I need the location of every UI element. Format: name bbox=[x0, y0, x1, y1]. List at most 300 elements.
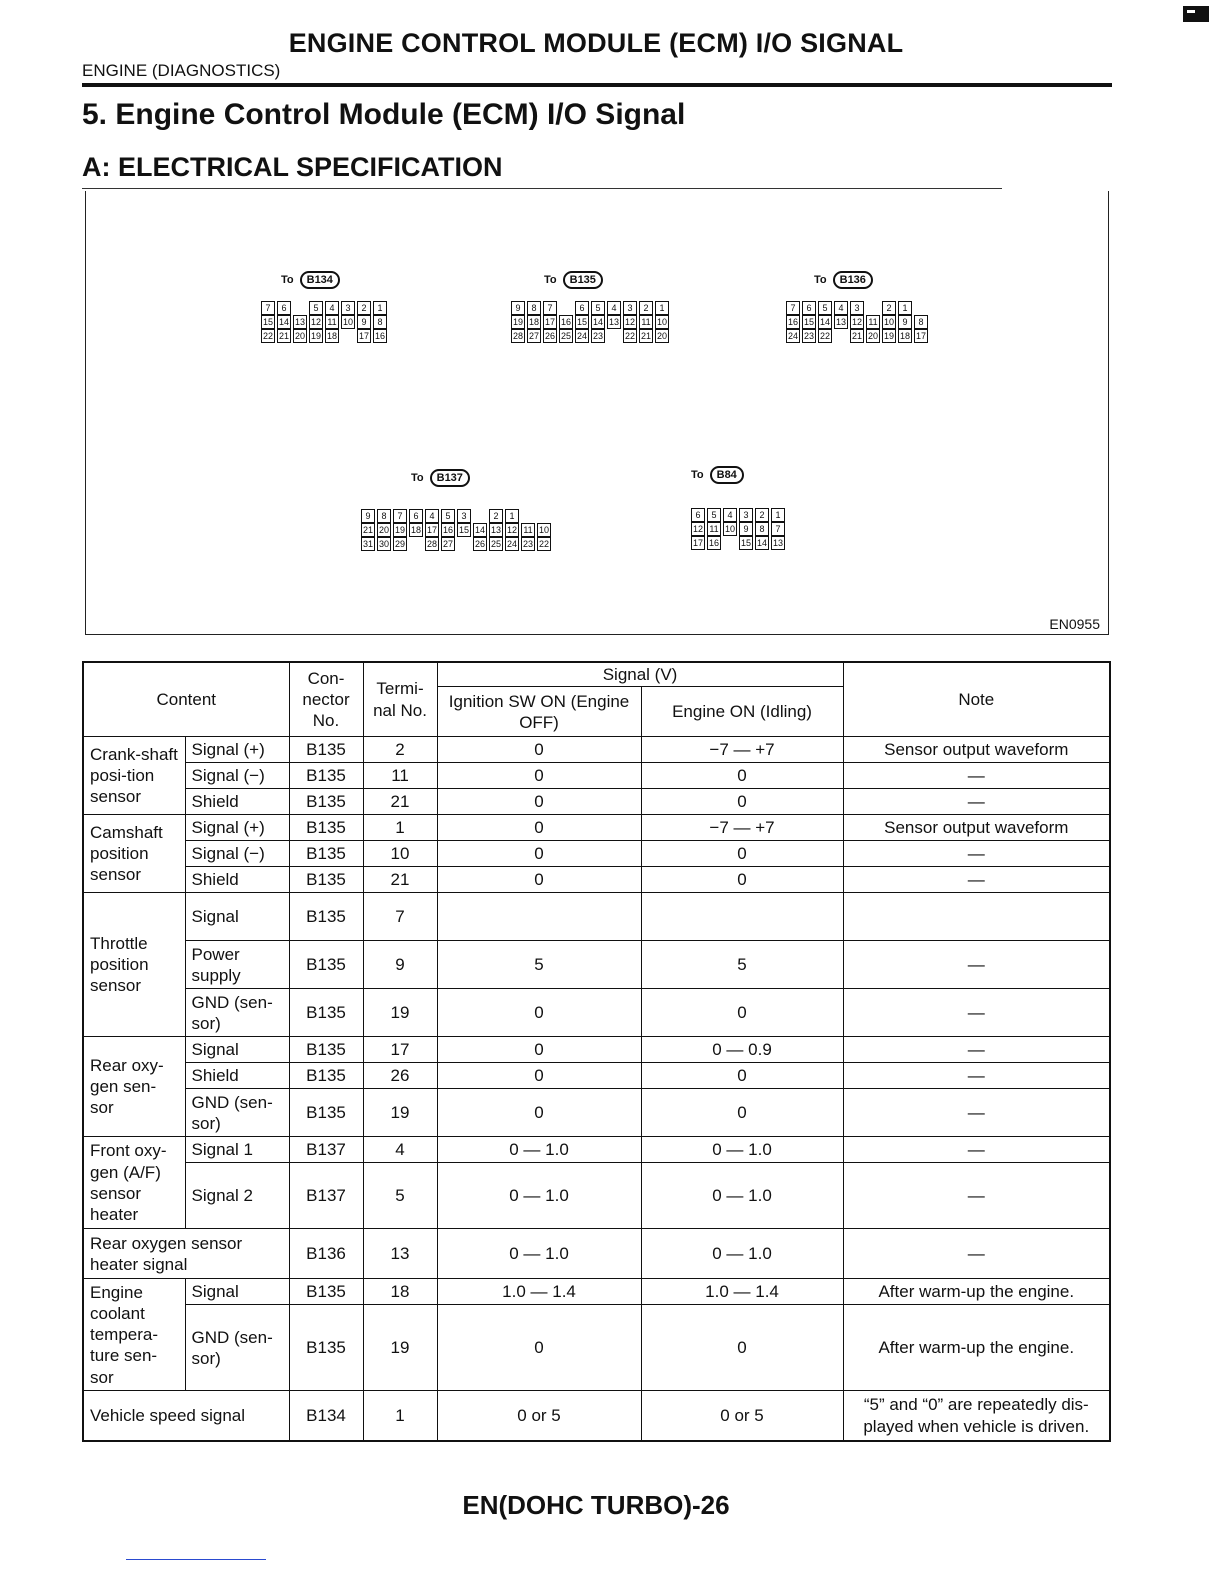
terminal-pin bbox=[293, 301, 307, 315]
terminal-pin: 14 bbox=[756, 538, 767, 548]
terminal-pin: 17 bbox=[358, 331, 369, 341]
terminal-pin bbox=[559, 301, 573, 315]
terminal-pin: 16 bbox=[442, 525, 453, 535]
cell-ign: 0 bbox=[437, 1305, 641, 1391]
terminal-pin bbox=[409, 537, 423, 551]
cell-ign: 0 bbox=[437, 989, 641, 1037]
terminal-pin: 5 bbox=[707, 508, 721, 522]
terminal-pin: 19 bbox=[512, 317, 523, 327]
cell-conn: B135 bbox=[289, 1037, 363, 1063]
cell-note: Sensor output waveform bbox=[843, 737, 1110, 763]
terminal-pin bbox=[473, 509, 487, 523]
terminal-pin: 6 bbox=[575, 301, 589, 315]
cell-conn: B135 bbox=[289, 989, 363, 1037]
cell-term: 13 bbox=[363, 1229, 437, 1279]
cell-conn: B137 bbox=[289, 1163, 363, 1229]
cell-note: — bbox=[843, 1163, 1110, 1229]
cell-note: — bbox=[843, 1037, 1110, 1063]
terminal-pin: 9 bbox=[898, 315, 912, 329]
cell-term: 19 bbox=[363, 1089, 437, 1137]
terminal-pin: 29 bbox=[394, 539, 405, 549]
terminal-pin: 12 bbox=[310, 317, 321, 327]
table-row bbox=[83, 763, 1110, 789]
cell-term: 19 bbox=[363, 1305, 437, 1391]
cell-term: 10 bbox=[363, 841, 437, 867]
cell-content: Throttle position sensor bbox=[83, 893, 185, 1037]
table-row bbox=[83, 1137, 1110, 1163]
cell-content: Rear oxygen sensor heater signal bbox=[83, 1229, 289, 1279]
terminal-pin: 14 bbox=[592, 317, 603, 327]
header-terminal: Termi-nal No. bbox=[363, 662, 437, 737]
cell-term: 1 bbox=[363, 1391, 437, 1441]
terminal-pin: 14 bbox=[474, 525, 485, 535]
cell-sub: GND (sen-sor) bbox=[185, 1305, 289, 1391]
terminal-pin: 1 bbox=[505, 509, 519, 523]
terminal-pin: 6 bbox=[277, 301, 291, 315]
terminal-pin: 21 bbox=[640, 331, 651, 341]
pin-row bbox=[691, 522, 785, 536]
terminal-pin: 8 bbox=[373, 315, 387, 329]
terminal-pin: 7 bbox=[786, 301, 800, 315]
connector-id: B134 bbox=[300, 271, 340, 289]
cell-eng: 0 bbox=[641, 989, 843, 1037]
terminal-pin: 13 bbox=[772, 538, 783, 548]
terminal-pin: 13 bbox=[294, 317, 305, 327]
cell-ign: 0 — 1.0 bbox=[437, 1229, 641, 1279]
terminal-pin: 20 bbox=[378, 525, 389, 535]
to-label: To bbox=[814, 274, 827, 286]
terminal-pin: 16 bbox=[374, 331, 385, 341]
to-label: To bbox=[411, 472, 424, 484]
terminal-pin: 22 bbox=[624, 331, 635, 341]
pin-row bbox=[786, 301, 928, 315]
table-row bbox=[83, 941, 1110, 989]
section-title: 5. Engine Control Module (ECM) I/O Signal bbox=[82, 98, 686, 131]
cell-eng: 0 bbox=[641, 763, 843, 789]
cell-ign bbox=[437, 893, 641, 941]
page-number: EN(DOHC TURBO)-26 bbox=[462, 1490, 730, 1520]
header-engine-on: Engine ON (Idling) bbox=[641, 687, 843, 737]
table-row bbox=[83, 1163, 1110, 1229]
terminal-pin: 10 bbox=[538, 525, 549, 535]
terminal-pin: 15 bbox=[458, 525, 469, 535]
connector-id: B136 bbox=[833, 271, 873, 289]
terminal-pin bbox=[834, 329, 848, 343]
cell-ign: 0 bbox=[437, 737, 641, 763]
cell-term: 1 bbox=[363, 815, 437, 841]
header-ign-on: Ignition SW ON (Engine OFF) bbox=[437, 687, 641, 737]
terminal-pin: 11 bbox=[866, 315, 880, 329]
terminal-pin: 11 bbox=[325, 315, 339, 329]
terminal-pin: 4 bbox=[325, 301, 339, 315]
pin-row bbox=[361, 537, 551, 551]
cell-term: 4 bbox=[363, 1137, 437, 1163]
cell-conn: B135 bbox=[289, 1279, 363, 1305]
terminal-pin: 24 bbox=[576, 331, 587, 341]
cell-sub: Signal bbox=[185, 1279, 289, 1305]
terminal-pin: 2 bbox=[357, 301, 371, 315]
cell-conn: B137 bbox=[289, 1137, 363, 1163]
cell-content: Front oxy-gen (A/F) sensor heater bbox=[83, 1137, 185, 1229]
cell-eng: −7 — +7 bbox=[641, 737, 843, 763]
cell-note: — bbox=[843, 867, 1110, 893]
terminal-pin: 18 bbox=[899, 331, 910, 341]
terminal-pin: 15 bbox=[576, 317, 587, 327]
terminal-pin: 12 bbox=[624, 317, 635, 327]
table-row bbox=[83, 1279, 1110, 1305]
terminal-pin: 22 bbox=[538, 539, 549, 549]
terminal-pin: 20 bbox=[656, 331, 667, 341]
terminal-pin: 13 bbox=[490, 525, 501, 535]
terminal-pin: 10 bbox=[883, 317, 894, 327]
terminal-pin: 26 bbox=[544, 331, 555, 341]
terminal-pin: 7 bbox=[771, 522, 785, 536]
cell-note: — bbox=[843, 989, 1110, 1037]
cell-content: Rear oxy-gen sen-sor bbox=[83, 1037, 185, 1137]
cell-ign: 0 bbox=[437, 815, 641, 841]
cell-sub: Signal 1 bbox=[185, 1137, 289, 1163]
connector-id: B137 bbox=[430, 469, 470, 487]
cell-eng: 0 bbox=[641, 1089, 843, 1137]
cell-ign: 5 bbox=[437, 941, 641, 989]
cell-sub: Shield bbox=[185, 867, 289, 893]
terminal-pin: 17 bbox=[692, 538, 703, 548]
pin-row bbox=[786, 329, 928, 343]
terminal-pin: 21 bbox=[278, 331, 289, 341]
terminal-pin: 28 bbox=[512, 331, 523, 341]
terminal-pin: 11 bbox=[639, 315, 653, 329]
cell-conn: B135 bbox=[289, 1063, 363, 1089]
terminal-pin: 2 bbox=[882, 301, 896, 315]
terminal-pin: 2 bbox=[489, 509, 503, 523]
cell-eng: 1.0 — 1.4 bbox=[641, 1279, 843, 1305]
cell-ign: 0 — 1.0 bbox=[437, 1137, 641, 1163]
terminal-pin: 2 bbox=[755, 508, 769, 522]
cell-eng: 0 — 1.0 bbox=[641, 1137, 843, 1163]
cell-ign: 0 bbox=[437, 1063, 641, 1089]
cell-eng: 0 bbox=[641, 1063, 843, 1089]
cell-eng bbox=[641, 893, 843, 941]
cell-term: 19 bbox=[363, 989, 437, 1037]
terminal-pin: 7 bbox=[261, 301, 275, 315]
cell-content: Vehicle speed signal bbox=[83, 1391, 289, 1441]
terminal-pin: 5 bbox=[591, 301, 605, 315]
connector-id: B84 bbox=[710, 466, 744, 484]
terminal-pin: 3 bbox=[341, 301, 355, 315]
terminal-pin: 21 bbox=[851, 331, 862, 341]
pin-row bbox=[511, 301, 669, 315]
terminal-pin: 3 bbox=[739, 508, 753, 522]
header-connector: Con-nector No. bbox=[289, 662, 363, 737]
cell-note: — bbox=[843, 841, 1110, 867]
cell-conn: B135 bbox=[289, 893, 363, 941]
table-row bbox=[83, 867, 1110, 893]
terminal-pin: 15 bbox=[740, 538, 751, 548]
cell-ign: 0 — 1.0 bbox=[437, 1163, 641, 1229]
corner-tab-icon bbox=[1183, 6, 1209, 22]
to-label: To bbox=[281, 274, 294, 286]
cell-sub: Signal (+) bbox=[185, 815, 289, 841]
header-divider bbox=[82, 83, 1112, 87]
terminal-pin: 4 bbox=[607, 301, 621, 315]
terminal-pin: 13 bbox=[835, 317, 846, 327]
terminal-pin: 3 bbox=[457, 509, 471, 523]
terminal-pin: 9 bbox=[511, 301, 525, 315]
terminal-pin: 3 bbox=[623, 301, 637, 315]
terminal-pin: 16 bbox=[787, 317, 798, 327]
terminal-pin: 22 bbox=[262, 331, 273, 341]
terminal-pin bbox=[607, 329, 621, 343]
to-label: To bbox=[691, 469, 704, 481]
cell-note: Sensor output waveform bbox=[843, 815, 1110, 841]
terminal-pin: 17 bbox=[915, 331, 926, 341]
header-content: Content bbox=[83, 662, 289, 737]
terminal-pin: 9 bbox=[739, 522, 753, 536]
cell-content: Engine coolant tempera-ture sen-sor bbox=[83, 1279, 185, 1391]
cell-conn: B135 bbox=[289, 815, 363, 841]
terminal-pin: 20 bbox=[867, 331, 878, 341]
terminal-pin: 8 bbox=[527, 301, 541, 315]
pin-row bbox=[361, 523, 551, 537]
terminal-pin: 16 bbox=[708, 538, 719, 548]
terminal-pin: 5 bbox=[309, 301, 323, 315]
cell-ign: 0 bbox=[437, 789, 641, 815]
terminal-pin: 11 bbox=[521, 523, 535, 537]
terminal-pin: 19 bbox=[394, 525, 405, 535]
terminal-pin: 7 bbox=[393, 509, 407, 523]
cell-conn: B135 bbox=[289, 841, 363, 867]
cell-sub: Signal bbox=[185, 893, 289, 941]
cell-ign: 0 or 5 bbox=[437, 1391, 641, 1441]
cell-note bbox=[843, 893, 1110, 941]
terminal-pin: 25 bbox=[490, 539, 501, 549]
cell-term: 5 bbox=[363, 1163, 437, 1229]
cell-eng: 0 bbox=[641, 867, 843, 893]
cell-sub: Signal 2 bbox=[185, 1163, 289, 1229]
cell-term: 21 bbox=[363, 789, 437, 815]
table-row bbox=[83, 841, 1110, 867]
pin-row bbox=[261, 315, 387, 329]
cell-content: Crank-shaft posi-tion sensor bbox=[83, 737, 185, 815]
table-row bbox=[83, 989, 1110, 1037]
cell-note: — bbox=[843, 941, 1110, 989]
terminal-pin: 7 bbox=[543, 301, 557, 315]
terminal-pin: 23 bbox=[803, 331, 814, 341]
terminal-pin: 18 bbox=[326, 331, 337, 341]
header-note: Note bbox=[843, 662, 1110, 737]
terminal-pin: 10 bbox=[724, 524, 735, 534]
cell-note: “5” and “0” are repeatedly dis-played when vehicle is driven. bbox=[843, 1391, 1110, 1441]
cell-sub: Shield bbox=[185, 789, 289, 815]
terminal-pin: 12 bbox=[506, 525, 517, 535]
cell-term: 7 bbox=[363, 893, 437, 941]
cell-note: After warm-up the engine. bbox=[843, 1305, 1110, 1391]
cell-eng: 0 — 1.0 bbox=[641, 1163, 843, 1229]
terminal-pin: 24 bbox=[506, 539, 517, 549]
io-signal-table bbox=[82, 661, 1111, 1442]
terminal-pin: 17 bbox=[426, 525, 437, 535]
terminal-pin: 24 bbox=[787, 331, 798, 341]
cell-note: — bbox=[843, 1063, 1110, 1089]
terminal-pin bbox=[866, 301, 880, 315]
terminal-pin: 6 bbox=[409, 509, 423, 523]
terminal-pin: 13 bbox=[608, 317, 619, 327]
terminal-pin: 10 bbox=[656, 317, 667, 327]
terminal-pin: 6 bbox=[691, 508, 705, 522]
cell-sub: Signal bbox=[185, 1037, 289, 1063]
terminal-pin: 12 bbox=[851, 317, 862, 327]
terminal-pin: 20 bbox=[294, 331, 305, 341]
cell-eng: −7 — +7 bbox=[641, 815, 843, 841]
cell-ign: 0 bbox=[437, 1089, 641, 1137]
page-header-title: ENGINE CONTROL MODULE (ECM) I/O SIGNAL bbox=[288, 28, 904, 58]
terminal-pin: 14 bbox=[278, 317, 289, 327]
table-row bbox=[83, 1305, 1110, 1391]
table-row bbox=[83, 737, 1110, 763]
table-row bbox=[83, 815, 1110, 841]
cell-eng: 0 or 5 bbox=[641, 1391, 843, 1441]
terminal-pin: 27 bbox=[442, 539, 453, 549]
terminal-pin: 4 bbox=[834, 301, 848, 315]
figure-code: EN0955 bbox=[1049, 616, 1100, 632]
pin-row bbox=[691, 508, 785, 522]
cell-conn: B135 bbox=[289, 737, 363, 763]
terminal-pin: 5 bbox=[818, 301, 832, 315]
terminal-pin: 18 bbox=[528, 317, 539, 327]
page-header-section: ENGINE (DIAGNOSTICS) bbox=[82, 61, 281, 80]
cell-sub: Signal (−) bbox=[185, 841, 289, 867]
cell-sub: GND (sen-sor) bbox=[185, 989, 289, 1037]
terminal-pin: 4 bbox=[723, 508, 737, 522]
terminal-pin: 10 bbox=[342, 317, 353, 327]
cell-term: 26 bbox=[363, 1063, 437, 1089]
terminal-pin: 22 bbox=[819, 331, 830, 341]
terminal-pin: 2 bbox=[639, 301, 653, 315]
terminal-pin: 3 bbox=[850, 301, 864, 315]
cell-content: Camshaft position sensor bbox=[83, 815, 185, 893]
pin-row bbox=[361, 509, 551, 523]
cell-conn: B135 bbox=[289, 941, 363, 989]
terminal-pin: 1 bbox=[373, 301, 387, 315]
subsection-divider bbox=[82, 188, 1002, 189]
cell-term: 9 bbox=[363, 941, 437, 989]
cell-note: — bbox=[843, 1229, 1110, 1279]
terminal-pin: 21 bbox=[362, 525, 373, 535]
pin-row bbox=[691, 536, 785, 550]
terminal-pin: 6 bbox=[802, 301, 816, 315]
cell-conn: B135 bbox=[289, 1305, 363, 1391]
header-signal: Signal (V) bbox=[437, 662, 843, 687]
terminal-pin: 1 bbox=[898, 301, 912, 315]
terminal-pin: 23 bbox=[592, 331, 603, 341]
terminal-pin: 15 bbox=[262, 317, 273, 327]
cell-term: 17 bbox=[363, 1037, 437, 1063]
cell-ign: 0 bbox=[437, 867, 641, 893]
cell-conn: B136 bbox=[289, 1229, 363, 1279]
pin-row bbox=[786, 315, 928, 329]
cell-eng: 0 bbox=[641, 789, 843, 815]
cell-term: 18 bbox=[363, 1279, 437, 1305]
terminal-pin: 19 bbox=[310, 331, 321, 341]
table-row bbox=[83, 1089, 1110, 1137]
pin-row bbox=[261, 301, 387, 315]
cell-conn: B135 bbox=[289, 1089, 363, 1137]
cell-sub: Signal (−) bbox=[185, 763, 289, 789]
pin-row bbox=[511, 315, 669, 329]
table-row bbox=[83, 789, 1110, 815]
table-row bbox=[83, 893, 1110, 941]
terminal-pin bbox=[457, 537, 471, 551]
terminal-pin: 12 bbox=[692, 524, 703, 534]
terminal-pin: 18 bbox=[410, 525, 421, 535]
table-row bbox=[83, 1391, 1110, 1441]
terminal-pin: 30 bbox=[378, 539, 389, 549]
terminal-pin: 1 bbox=[655, 301, 669, 315]
cell-ign: 0 bbox=[437, 1037, 641, 1063]
cell-conn: B134 bbox=[289, 1391, 363, 1441]
cell-eng: 0 — 0.9 bbox=[641, 1037, 843, 1063]
pin-row bbox=[511, 329, 669, 343]
terminal-pin: 8 bbox=[377, 509, 391, 523]
terminal-pin: 26 bbox=[474, 539, 485, 549]
footer-link-underline bbox=[126, 1559, 266, 1560]
cell-conn: B135 bbox=[289, 867, 363, 893]
terminal-pin: 17 bbox=[544, 317, 555, 327]
cell-sub: Power supply bbox=[185, 941, 289, 989]
cell-note: — bbox=[843, 789, 1110, 815]
cell-conn: B135 bbox=[289, 789, 363, 815]
connector-figure bbox=[85, 191, 1109, 635]
terminal-pin: 23 bbox=[522, 539, 533, 549]
terminal-pin: 9 bbox=[361, 509, 375, 523]
terminal-pin: 5 bbox=[441, 509, 455, 523]
cell-term: 21 bbox=[363, 867, 437, 893]
terminal-pin: 15 bbox=[803, 317, 814, 327]
terminal-pin: 16 bbox=[560, 317, 571, 327]
cell-eng: 0 — 1.0 bbox=[641, 1229, 843, 1279]
cell-sub: GND (sen-sor) bbox=[185, 1089, 289, 1137]
terminal-pin: 9 bbox=[357, 315, 371, 329]
pin-row bbox=[261, 329, 387, 343]
cell-ign: 1.0 — 1.4 bbox=[437, 1279, 641, 1305]
terminal-pin: 8 bbox=[755, 522, 769, 536]
cell-term: 11 bbox=[363, 763, 437, 789]
cell-sub: Shield bbox=[185, 1063, 289, 1089]
cell-ign: 0 bbox=[437, 763, 641, 789]
terminal-pin bbox=[341, 329, 355, 343]
terminal-pin bbox=[723, 536, 737, 550]
cell-note: — bbox=[843, 763, 1110, 789]
table-row bbox=[83, 1037, 1110, 1063]
cell-eng: 0 bbox=[641, 841, 843, 867]
terminal-pin: 28 bbox=[426, 539, 437, 549]
cell-term: 2 bbox=[363, 737, 437, 763]
terminal-pin: 25 bbox=[560, 331, 571, 341]
table-row bbox=[83, 1229, 1110, 1279]
terminal-pin: 19 bbox=[883, 331, 894, 341]
terminal-pin: 31 bbox=[362, 539, 373, 549]
terminal-pin: 1 bbox=[771, 508, 785, 522]
cell-eng: 0 bbox=[641, 1305, 843, 1391]
terminal-pin: 14 bbox=[819, 317, 830, 327]
terminal-pin: 27 bbox=[528, 331, 539, 341]
connector-id: B135 bbox=[563, 271, 603, 289]
subsection-title: A: ELECTRICAL SPECIFICATION bbox=[82, 152, 503, 182]
terminal-pin: 4 bbox=[425, 509, 439, 523]
terminal-pin: 8 bbox=[914, 315, 928, 329]
cell-conn: B135 bbox=[289, 763, 363, 789]
to-label: To bbox=[544, 274, 557, 286]
